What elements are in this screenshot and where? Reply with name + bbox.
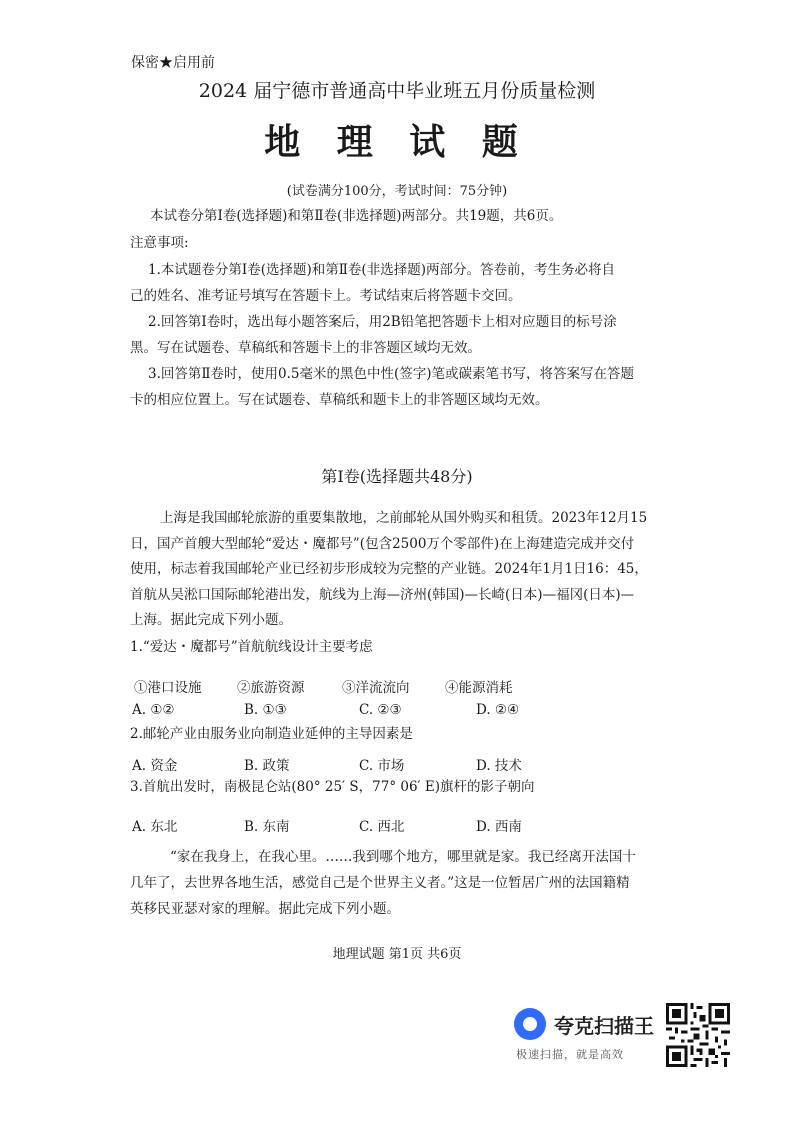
passage-1-line-2: 日，国产首艘大型邮轮“爱达・魔都号”(包含2500万个零部件)在上海建造完成并交付 [130, 536, 635, 552]
passage-1-line-4: 首航从吴淞口国际邮轮港出发，航线为上海—济州(韩国)—长崎(日本)—福冈(日本)— [130, 587, 635, 603]
section-title: 第Ⅰ卷(选择题共48分) [321, 467, 473, 486]
question-1-item-3: ③洋流流向 [342, 680, 410, 696]
question-3-option-d[interactable]: D. 西南 [476, 819, 522, 835]
note-1-line-2: 己的姓名、准考证号填写在答题卡上。考试结束后将答题卡交回。 [130, 288, 522, 304]
question-3-option-c[interactable]: C. 西北 [359, 819, 405, 835]
note-2-line-2: 黑。写在试题卷、草稿纸和答题卡上的非答题区域均无效。 [130, 340, 481, 356]
subject-title: 地 理 试 题 [264, 121, 530, 163]
exam-title: 2024 届宁德市普通高中毕业班五月份质量检测 [198, 80, 596, 102]
question-2-stem: 2.邮轮产业由服务业向制造业延伸的主导因素是 [130, 726, 413, 742]
passage-1-line-1: 上海是我国邮轮旅游的重要集散地，之前邮轮从国外购买和租赁。2023年12月15 [160, 510, 648, 526]
scanner-slogan: 极速扫描，就是高效 [516, 1048, 624, 1061]
note-3-line-1: 3.回答第Ⅱ卷时，使用0.5毫米的黑色中性(签字)笔或碳素笔书写，将答案写在答题 [148, 366, 635, 382]
page-footer: 地理试题 第1页 共6页 [332, 947, 462, 962]
question-1-item-1: ①港口设施 [134, 680, 202, 696]
qr-code-icon [666, 1003, 730, 1067]
passage-2-line-2: 几年了，去世界各地生活，感觉自己是个世界主义者。”这是一位暂居广州的法国籍精 [130, 875, 630, 891]
scanner-brand: 夸克扫描王 [554, 1014, 654, 1038]
passage-2-line-3: 英移民亚瑟对家的理解。据此完成下列小题。 [130, 901, 400, 917]
question-2-option-b[interactable]: B. 政策 [244, 758, 290, 774]
question-1-option-a[interactable]: A. ①② [132, 702, 175, 718]
question-1-option-c[interactable]: C. ②③ [359, 702, 402, 718]
note-1-line-1: 1.本试题卷分第Ⅰ卷(选择题)和第Ⅱ卷(非选择题)两部分。答卷前，考生务必将自 [148, 262, 615, 278]
scanner-watermark [514, 1004, 664, 1066]
passage-2-line-1: “家在我身上，在我心里。……我到哪个地方，哪里就是家。我已经离开法国十 [170, 849, 636, 865]
note-3-line-2: 卡的相应位置上。写在试题卷、草稿纸和题卡上的非答题区域均无效。 [130, 392, 549, 408]
paper-structure: 本试卷分第Ⅰ卷(选择题)和第Ⅱ卷(非选择题)两部分。共19题，共6页。 [150, 208, 563, 224]
question-2-option-c[interactable]: C. 市场 [359, 758, 405, 774]
question-1-stem: 1.“爱达・魔都号”首航航线设计主要考虑 [130, 639, 373, 655]
question-3-stem: 3.首航出发时，南极昆仑站(80° 25′ S，77° 06′ E)旗杆的影子朝向 [130, 779, 535, 795]
passage-1-line-5: 上海。据此完成下列小题。 [130, 612, 292, 628]
question-2-option-a[interactable]: A. 资金 [132, 758, 178, 774]
question-1-item-2: ②旅游资源 [237, 680, 305, 696]
question-3-option-a[interactable]: A. 东北 [132, 819, 178, 835]
question-1-option-d[interactable]: D. ②④ [476, 702, 520, 718]
notes-heading: 注意事项: [130, 235, 189, 251]
note-2-line-1: 2.回答第Ⅰ卷时，选出每小题答案后，用2B铅笔把答题卡上相对应题目的标号涂 [148, 314, 617, 330]
question-3-option-b[interactable]: B. 东南 [244, 819, 290, 835]
exam-meta: (试卷满分100分，考试时间：75分钟) [286, 184, 508, 199]
question-1-item-4: ④能源消耗 [445, 680, 513, 696]
passage-1-line-3: 使用，标志着我国邮轮产业已经初步形成较为完整的产业链。2024年1月1日16：45， [130, 561, 648, 577]
question-2-option-d[interactable]: D. 技术 [476, 758, 522, 774]
scanner-logo-icon [514, 1008, 546, 1040]
confidential-label: 保密★启用前 [131, 55, 215, 71]
question-1-option-b[interactable]: B. ①③ [244, 702, 287, 718]
